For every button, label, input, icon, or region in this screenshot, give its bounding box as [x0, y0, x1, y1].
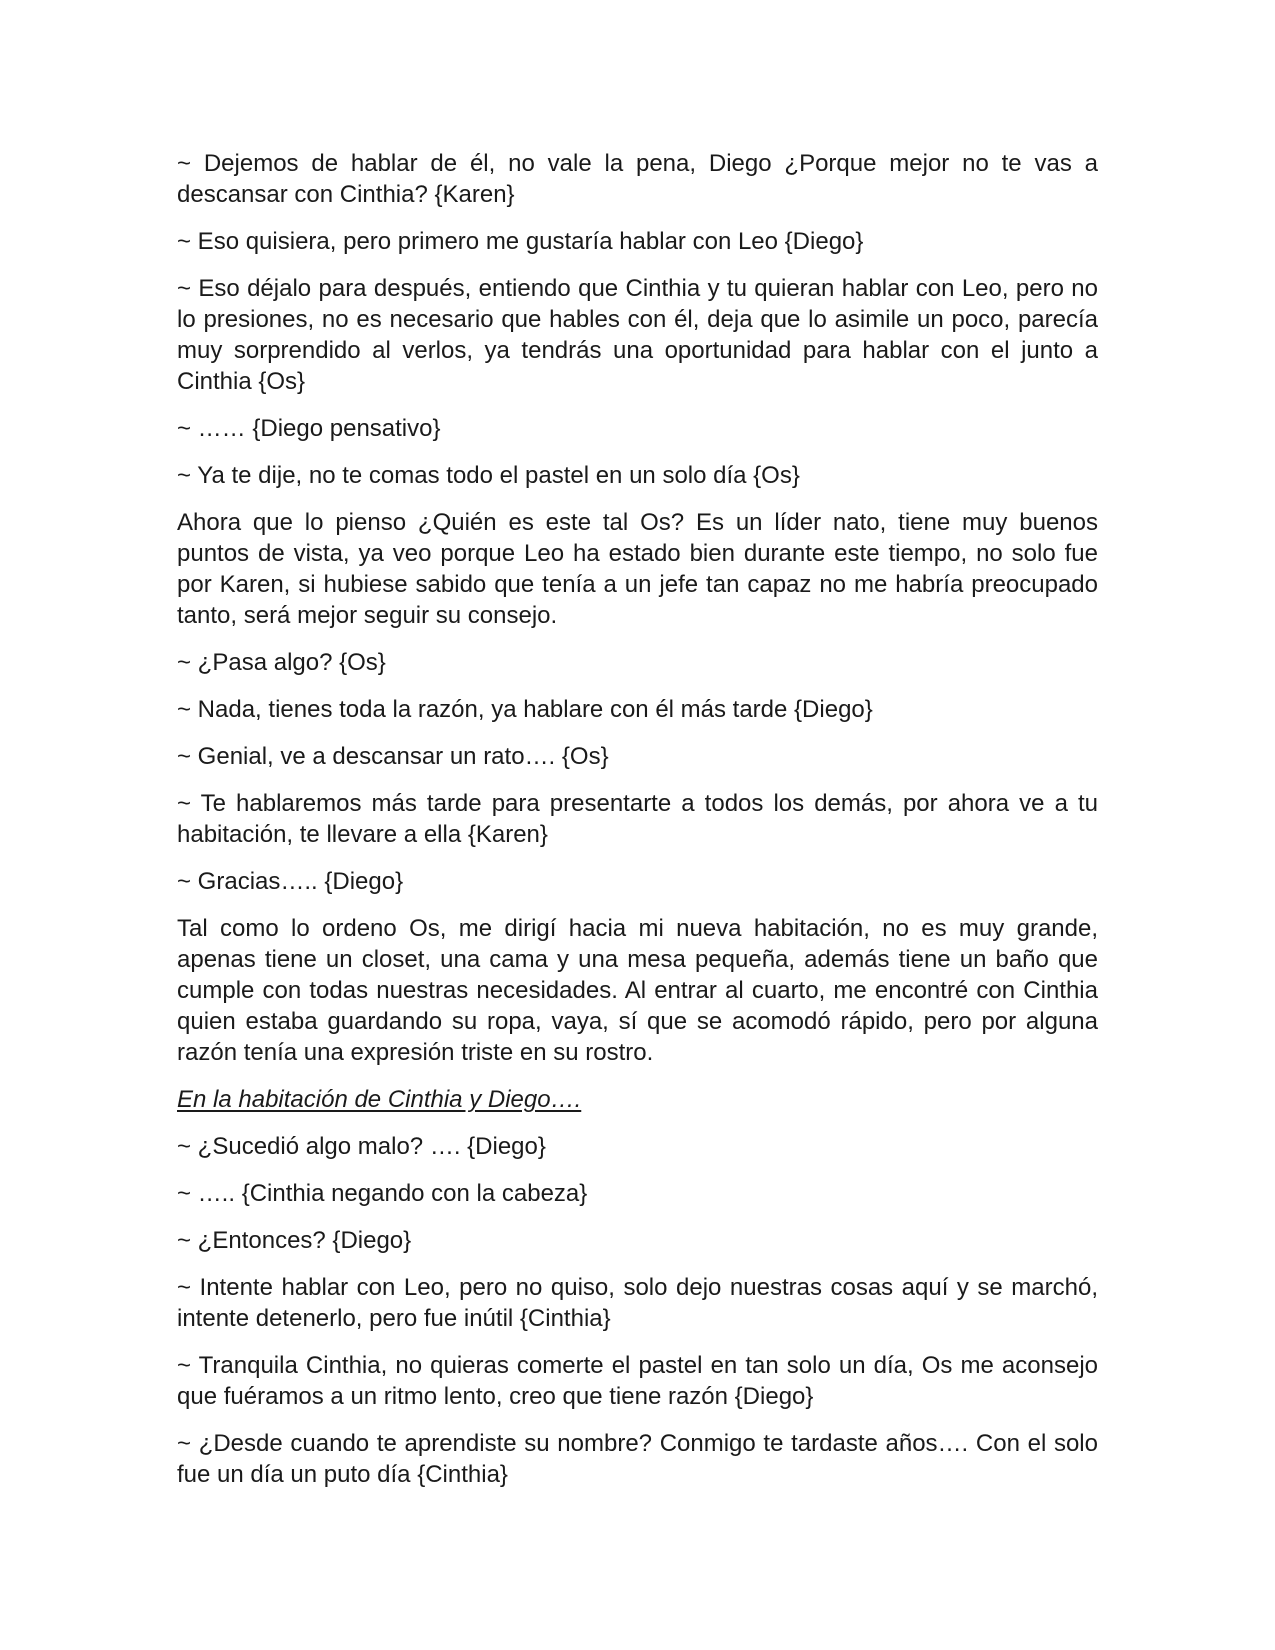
dialogue-line: ~ ¿Desde cuando te aprendiste su nombre? Conmigo te tardaste años…. Con el solo fue un día un puto día {Cinthia}	[177, 1430, 1098, 1488]
dialogue-line: ~ Te hablaremos más tarde para presentarte a todos los demás, por ahora ve a tu habitación, te llevare a ella {Karen}	[177, 790, 1098, 848]
dialogue-line: ~ Eso déjalo para después, entiendo que Cinthia y tu quieran hablar con Leo, pero no lo presiones, no es necesario que hables con él, deja que lo asimile un poco, parecía muy sorprendido al verlos, ya tendrás una oportunidad para hablar con el junto a Cinthia {Os}	[177, 275, 1098, 395]
dialogue-line: ~ Dejemos de hablar de él, no vale la pena, Diego ¿Porque mejor no te vas a descansar con Cinthia? {Karen}	[177, 150, 1098, 208]
dialogue-line: ~ ….. {Cinthia negando con la cabeza}	[177, 1180, 588, 1207]
dialogue-line: ~ ¿Entonces? {Diego}	[177, 1227, 412, 1254]
document-body	[177, 148, 1098, 1506]
dialogue-line: ~ Nada, tienes toda la razón, ya hablare con él más tarde {Diego}	[177, 696, 873, 723]
dialogue-line: ~ Ya te dije, no te comas todo el pastel en un solo día {Os}	[177, 462, 800, 489]
scene-heading: En la habitación de Cinthia y Diego….	[177, 1086, 582, 1113]
dialogue-line: ~ Genial, ve a descansar un rato…. {Os}	[177, 743, 609, 770]
dialogue-line: ~ ¿Pasa algo? {Os}	[177, 649, 386, 676]
dialogue-line: ~ Eso quisiera, pero primero me gustaría hablar con Leo {Diego}	[177, 228, 864, 255]
dialogue-line: ~ Intente hablar con Leo, pero no quiso, solo dejo nuestras cosas aquí y se marchó, intente detenerlo, pero fue inútil {Cinthia}	[177, 1274, 1098, 1332]
dialogue-line: ~ Tranquila Cinthia, no quieras comerte el pastel en tan solo un día, Os me aconsejo que fuéramos a un ritmo lento, creo que tiene razón {Diego}	[177, 1352, 1098, 1410]
narration-paragraph: Tal como lo ordeno Os, me dirigí hacia mi nueva habitación, no es muy grande, apenas tiene un closet, una cama y una mesa pequeña, además tiene un baño que cumple con todas nuestras necesidades. Al entrar al cuarto, me encontré con Cinthia quien estaba guardando su ropa, vaya, sí que se acomodó rápido, pero por alguna razón tenía una expresión triste en su rostro.	[177, 915, 1098, 1066]
dialogue-line: ~ …… {Diego pensativo}	[177, 415, 441, 442]
narration-paragraph: Ahora que lo pienso ¿Quién es este tal Os? Es un líder nato, tiene muy buenos puntos de vista, ya veo porque Leo ha estado bien durante este tiempo, no solo fue por Karen, si hubiese sabido que tenía a un jefe tan capaz no me habría preocupado tanto, será mejor seguir su consejo.	[177, 509, 1098, 629]
dialogue-line: ~ ¿Sucedió algo malo? …. {Diego}	[177, 1133, 546, 1160]
dialogue-line: ~ Gracias….. {Diego}	[177, 868, 404, 895]
